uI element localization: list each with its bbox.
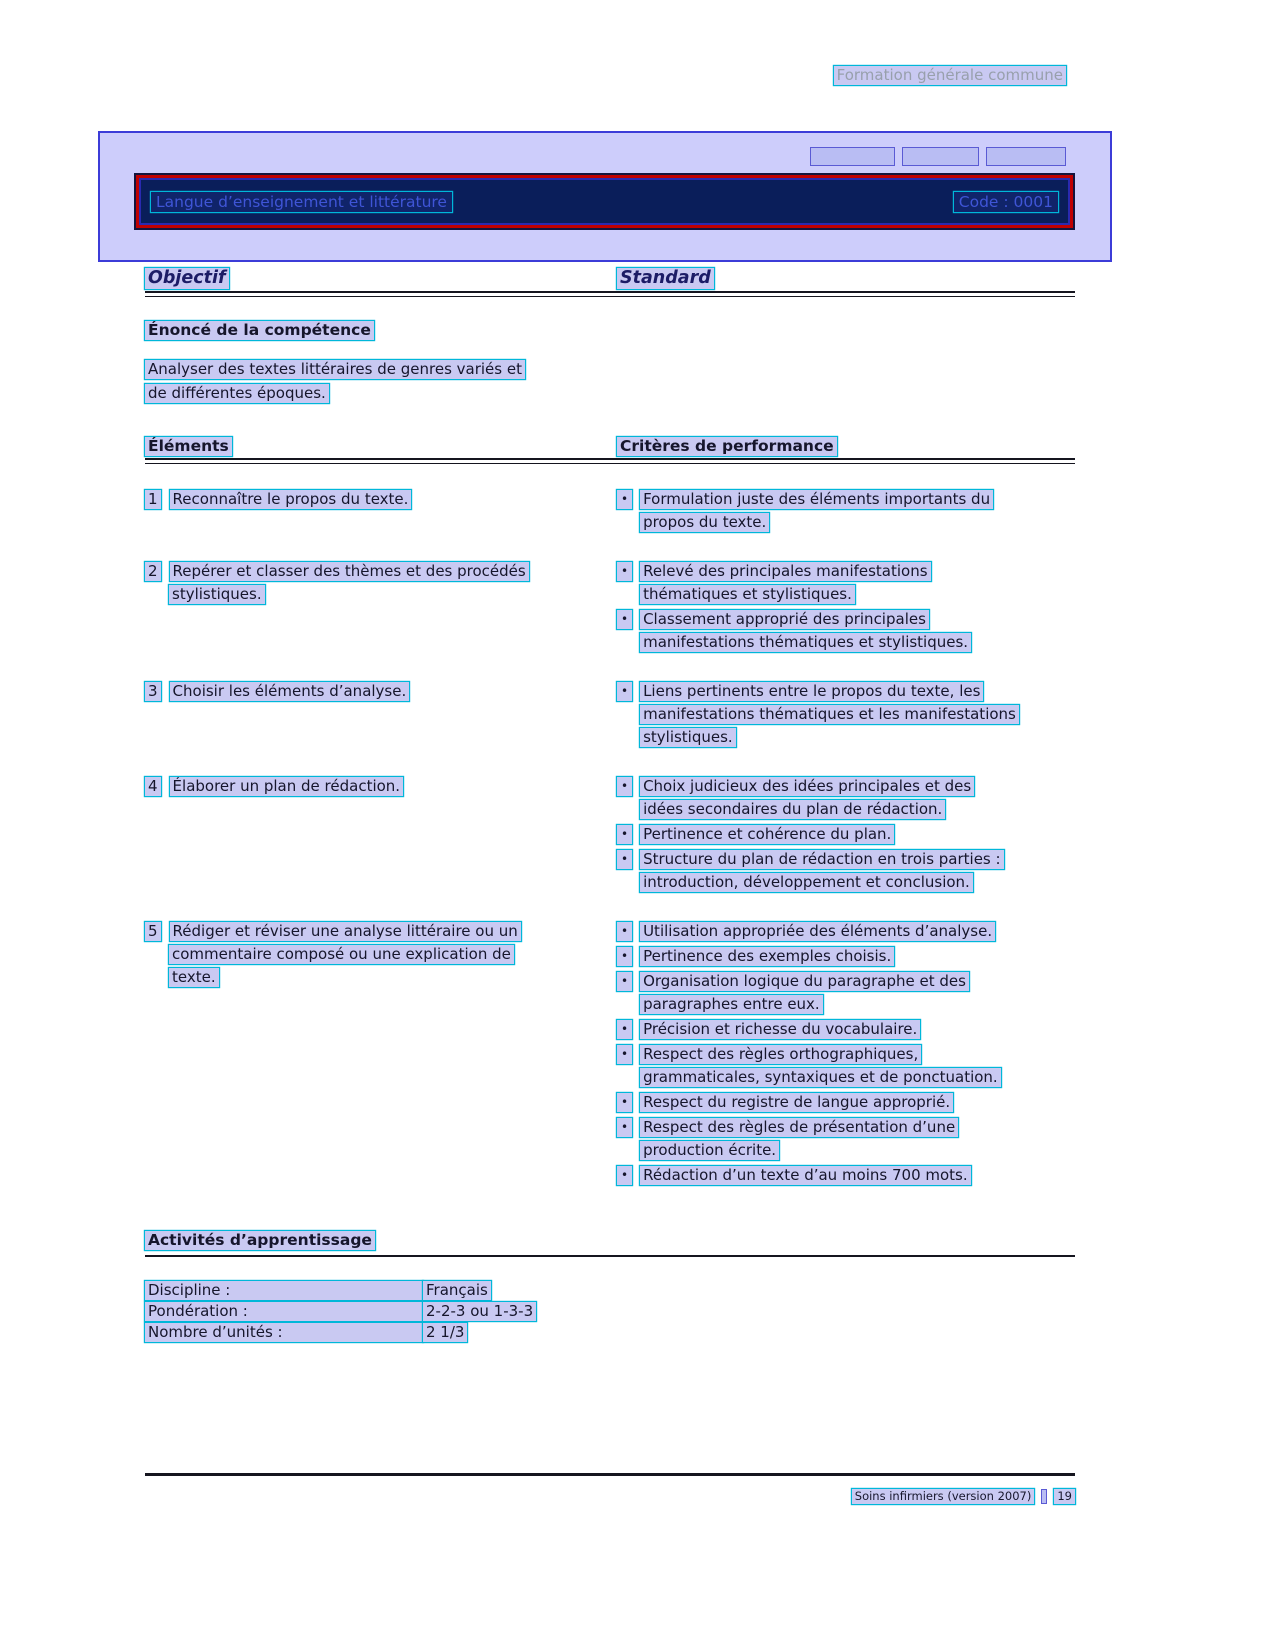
bullet-icon: • [617, 1020, 632, 1039]
competence-body [145, 360, 1075, 403]
element-cell [145, 562, 617, 608]
criterion [617, 1093, 1075, 1116]
table-row [145, 777, 1075, 898]
criterion-line: Utilisation appropriée des éléments d’analyse. [640, 922, 995, 941]
bullet-icon: • [617, 972, 632, 991]
bullet-icon: • [617, 1045, 632, 1064]
element-line: texte. [169, 968, 219, 987]
criterion-line: Classement approprié des principales [640, 610, 929, 629]
bullet-icon: • [617, 1118, 632, 1137]
element-number: 5 [145, 922, 161, 941]
criterion-line: production écrite. [640, 1141, 779, 1160]
bullet-icon: • [617, 777, 632, 796]
criterion [617, 972, 1075, 1018]
criterion-line: introduction, développement et conclusion. [640, 873, 973, 892]
criterion-line: Pertinence et cohérence du plan. [640, 825, 894, 844]
criteria-cell [617, 490, 1075, 538]
bullet-icon: • [617, 562, 632, 581]
table-row [145, 490, 1075, 538]
page-number: 19 [1054, 1489, 1075, 1504]
element-line: Élaborer un plan de rédaction. [170, 777, 404, 796]
criterion-line: Choix judicieux des idées principales et des [640, 777, 974, 796]
criterion [617, 1045, 1075, 1091]
criterion [617, 490, 1075, 536]
criterion [617, 947, 1075, 970]
elements-header: Éléments [145, 437, 232, 456]
criterion-line: thématiques et stylistiques. [640, 585, 855, 604]
criterion-line: Pertinence des exemples choisis. [640, 947, 894, 966]
criterion-line: propos du texte. [640, 513, 769, 532]
bullet-icon: • [617, 490, 632, 509]
divider-top [145, 291, 1075, 297]
table-row [145, 922, 1075, 1191]
criterion-line: Respect du registre de langue approprié. [640, 1093, 953, 1112]
element-line: Repérer et classer des thèmes et des procédés [170, 562, 529, 581]
element-cell [145, 682, 617, 705]
criteria-cell [617, 682, 1075, 753]
element-line: Choisir les éléments d’analyse. [170, 682, 410, 701]
elements-criteria-table [145, 490, 1075, 1191]
course-title-bar [136, 175, 1073, 228]
criterion-line: Précision et richesse du vocabulaire. [640, 1020, 920, 1039]
element-line: commentaire composé ou une explication de [169, 945, 514, 964]
table-header-row [145, 437, 1075, 456]
bullet-icon: • [617, 850, 632, 869]
header-placeholder-1 [810, 147, 895, 166]
criterion [617, 1118, 1075, 1164]
standard-heading: Standard [617, 268, 714, 289]
competence-heading: Énoncé de la compétence [145, 321, 374, 340]
criterion-line: stylistiques. [640, 728, 736, 747]
criterion [617, 922, 1075, 945]
criterion [617, 1166, 1075, 1189]
field-label: Pondération : [145, 1302, 423, 1321]
watermark: Formation générale commune [834, 66, 1066, 85]
footer-divider-line [145, 1473, 1075, 1476]
activities-heading: Activités d’apprentissage [145, 1231, 375, 1250]
criterion-line: Structure du plan de rédaction en trois parties : [640, 850, 1004, 869]
criteria-cell [617, 562, 1075, 658]
element-line: stylistiques. [169, 585, 265, 604]
criterion [617, 610, 1075, 656]
divider-table [145, 458, 1075, 464]
table-row [145, 682, 1075, 753]
element-cell [145, 490, 617, 513]
bullet-icon: • [617, 947, 632, 966]
element-cell [145, 922, 617, 991]
bullet-icon: • [617, 1093, 632, 1112]
element-number: 4 [145, 777, 161, 796]
competence-line: Analyser des textes littéraires de genres variés et [145, 360, 525, 379]
footer-divider [1041, 1489, 1047, 1504]
element-line: Rédiger et réviser une analyse littéraire ou un [170, 922, 521, 941]
criterion [617, 682, 1075, 751]
criterion-line: Rédaction d’un texte d’au moins 700 mots. [640, 1166, 971, 1185]
criteria-cell [617, 777, 1075, 898]
course-code: Code : 0001 [954, 192, 1058, 212]
course-header-box [98, 131, 1112, 262]
criterion-line: Respect des règles orthographiques, [640, 1045, 921, 1064]
field-value: 2 1/3 [423, 1323, 467, 1342]
bullet-icon: • [617, 682, 632, 701]
header-placeholder-3 [986, 147, 1066, 166]
footer-text: Soins infirmiers (version 2007) [852, 1489, 1035, 1504]
criterion [617, 777, 1075, 823]
criterion-line: idées secondaires du plan de rédaction. [640, 800, 945, 819]
field-discipline [145, 1281, 1075, 1300]
criteria-cell [617, 922, 1075, 1191]
criterion-line: paragraphes entre eux. [640, 995, 823, 1014]
element-number: 2 [145, 562, 161, 581]
criterion-line: manifestations thématiques et stylistiques. [640, 633, 971, 652]
element-number: 1 [145, 490, 161, 509]
element-cell [145, 777, 617, 800]
objectif-heading: Objectif [145, 268, 229, 289]
field-label: Nombre d’unités : [145, 1323, 423, 1342]
criterion [617, 850, 1075, 896]
activities-section [145, 1231, 1075, 1250]
bullet-icon: • [617, 922, 632, 941]
criterion-line: grammaticales, syntaxiques et de ponctuation. [640, 1068, 1001, 1087]
course-title: Langue d’enseignement et littérature [151, 192, 452, 212]
criteria-header: Critères de performance [617, 437, 837, 456]
criterion-line: manifestations thématiques et les manifestations [640, 705, 1019, 724]
element-line: Reconnaître le propos du texte. [170, 490, 412, 509]
competence-line: de différentes époques. [145, 384, 329, 403]
criterion-line: Liens pertinents entre le propos du texte, les [640, 682, 983, 701]
page-footer [145, 1489, 1075, 1504]
field-value: Français [423, 1281, 491, 1300]
criterion [617, 1020, 1075, 1043]
field-label: Discipline : [145, 1281, 423, 1300]
criterion-line: Formulation juste des éléments importants du [640, 490, 993, 509]
criterion [617, 825, 1075, 848]
criterion-line: Organisation logique du paragraphe et des [640, 972, 969, 991]
objective-standard-header [145, 268, 1075, 289]
criterion-line: Relevé des principales manifestations [640, 562, 930, 581]
element-number: 3 [145, 682, 161, 701]
header-placeholder-2 [902, 147, 979, 166]
criterion-line: Respect des règles de présentation d’une [640, 1118, 958, 1137]
criterion [617, 562, 1075, 608]
field-value: 2-2-3 ou 1-3-3 [423, 1302, 536, 1321]
bullet-icon: • [617, 825, 632, 844]
field-unites [145, 1323, 1075, 1342]
table-row [145, 562, 1075, 658]
field-ponderation [145, 1302, 1075, 1321]
bullet-icon: • [617, 610, 632, 629]
bullet-icon: • [617, 1166, 632, 1185]
divider-activities [145, 1255, 1075, 1257]
activities-fields [145, 1281, 1075, 1342]
competence-section [145, 321, 1075, 340]
